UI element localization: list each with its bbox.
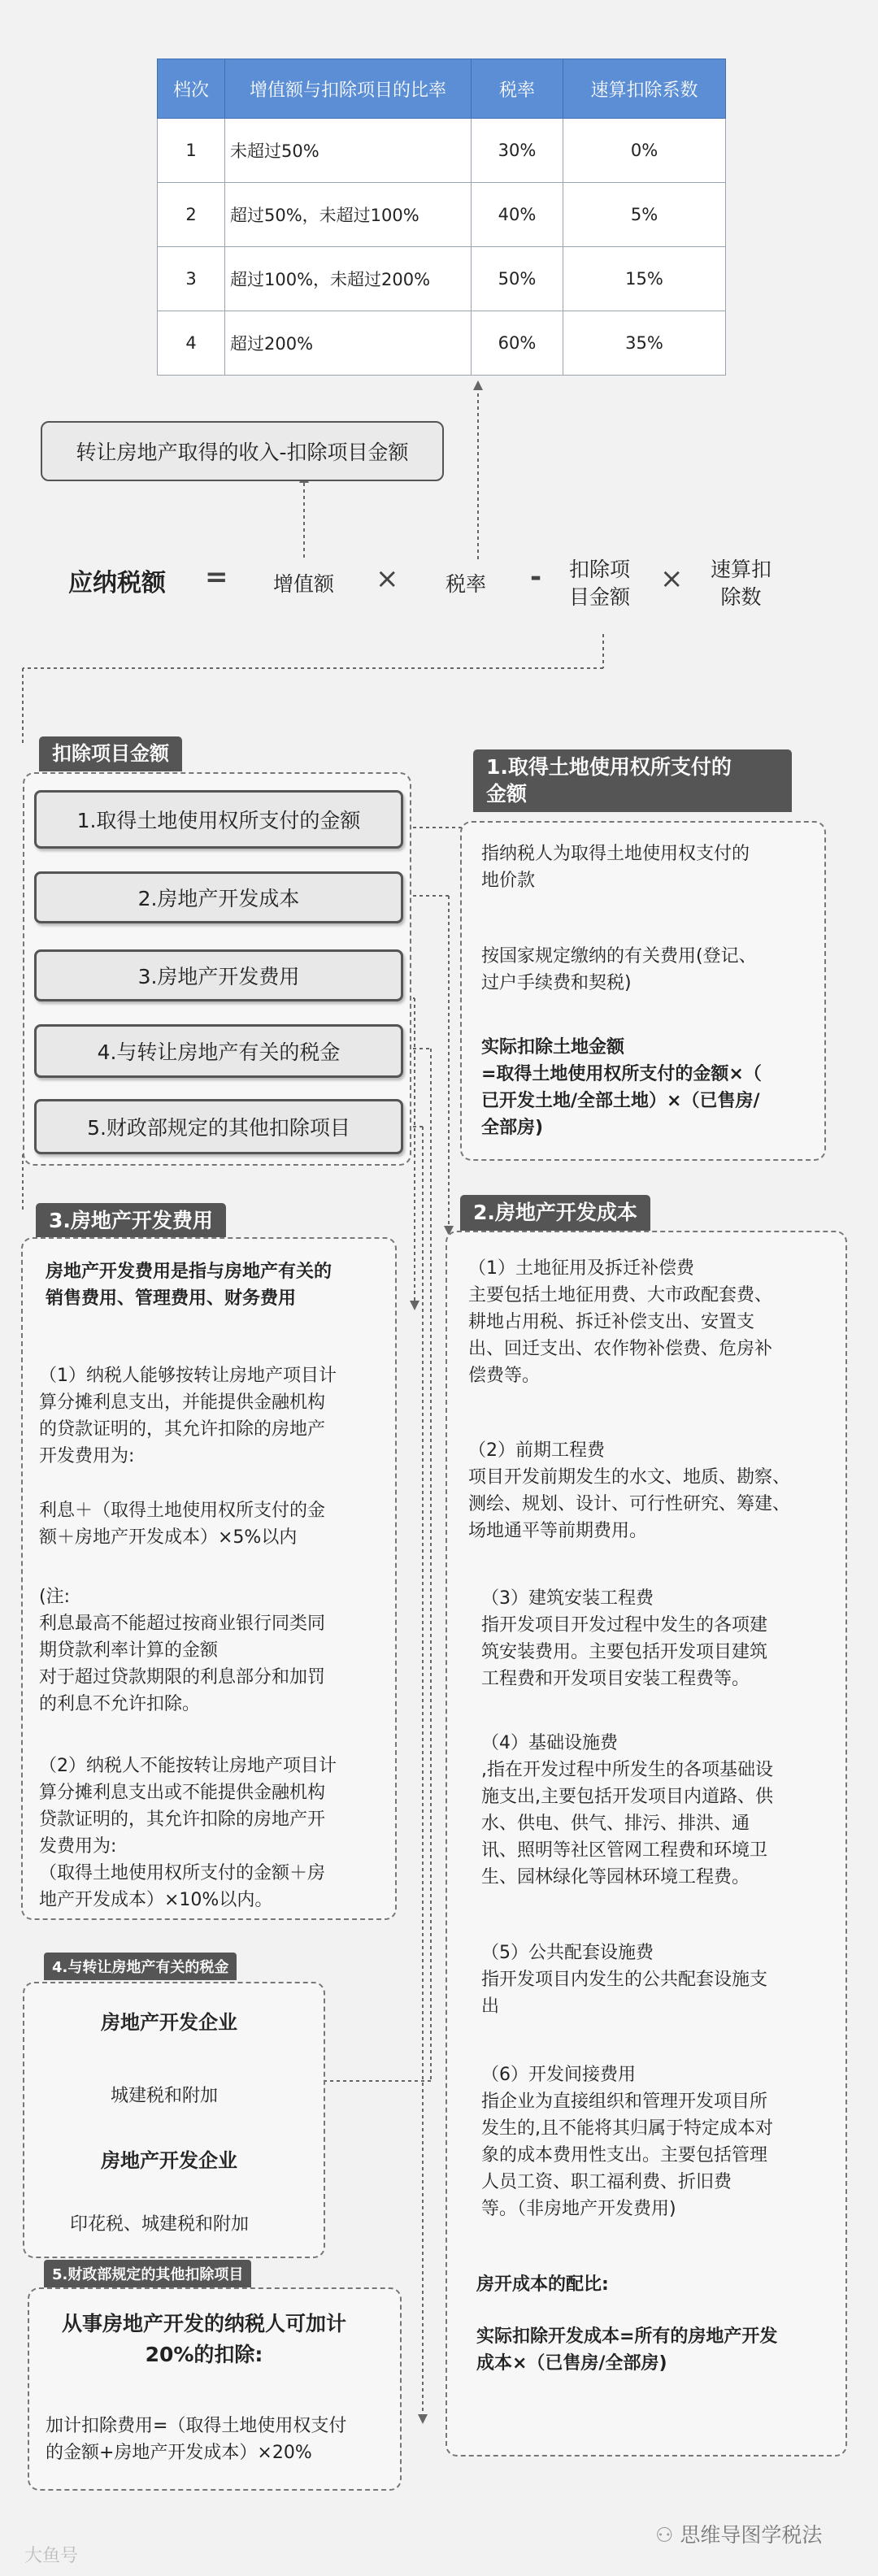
p3-line: 对于超过贷款期限的利息部分和加罚: [39, 1667, 326, 1688]
table-cell: 5%: [563, 183, 726, 247]
formula-term-quick-line1: 速算扣: [711, 558, 772, 581]
formula-term-deduction-line2: 目金额: [569, 584, 631, 609]
p2-line: 额＋房地产开发成本）×5%以内: [39, 1527, 298, 1548]
deduction-item-dev-fee: 3.房地产开发费用: [34, 949, 403, 1001]
table-cell: 1: [158, 119, 225, 183]
s5-line: 指开发项目内发生的公共配套设施支: [481, 1970, 768, 1990]
formula-minus: -: [530, 561, 542, 593]
table-row: [158, 119, 726, 183]
table-cell: 0%: [563, 119, 726, 183]
dev-fee-head: [46, 1258, 332, 1312]
dev-fee-head-line2: 销售费用、管理费用、财务费用: [46, 1288, 297, 1309]
table-cell: 15%: [563, 247, 726, 311]
table-header: 速算扣除系数: [563, 59, 726, 119]
table-cell: 50%: [472, 247, 563, 311]
table-cell: 30%: [472, 119, 563, 183]
footer-right-watermark: [655, 2520, 822, 2551]
dev-cost-ratio-title: 房开成本的配比:: [476, 2274, 609, 2295]
formula-lhs: 应纳税额: [68, 569, 166, 597]
table-row: [158, 311, 726, 376]
tax-rate-table: [157, 59, 726, 376]
land-tag-line1: 1.取得土地使用权所支付的: [486, 755, 732, 779]
table-cell: 2: [158, 183, 225, 247]
land-p3-line1: 实际扣除土地金额: [481, 1037, 625, 1058]
table-cell: 60%: [472, 311, 563, 376]
table-cell: 3: [158, 247, 225, 311]
p4-line: （2）纳税人不能按转让房地产项目计: [39, 1756, 337, 1776]
ratio-line1: 实际扣除开发成本=所有的房地产开发: [476, 2326, 778, 2347]
formula-times-1: ×: [376, 563, 399, 595]
s5-line: （5）公共配套设施费: [481, 1943, 654, 1963]
dev-fee-p1: [39, 1362, 337, 1470]
land-p3-line2: =取得土地使用权所支付的金额×（: [481, 1064, 762, 1084]
formula-times-2: ×: [660, 563, 684, 595]
dev-cost-ratio-formula: [476, 2323, 777, 2377]
land-p1-line2: 地价款: [481, 871, 536, 891]
p1-line: 开发费用为:: [39, 1446, 135, 1466]
land-p2-line2: 过户手续费和契税): [481, 973, 632, 993]
s1-line: 偿费等。: [468, 1366, 541, 1386]
s1-line: 主要包括土地征用费、大市政配套费、: [468, 1285, 773, 1305]
tax-company-b: 房地产开发企业: [101, 2149, 237, 2172]
other-line1: 加计扣除费用=（取得土地使用权支付: [46, 2416, 347, 2436]
deduction-item-tax: 4.与转让房地产有关的税金: [34, 1024, 403, 1078]
dev-fee-head-line1: 房地产开发费用是指与房地产有关的: [46, 1262, 333, 1282]
table-cell: 超过100%，未超过200%: [225, 247, 472, 311]
formula-note-text: 转让房地产取得的收入-扣除项目金额: [76, 441, 409, 464]
tax-company-b-value: 印花税、城建税和附加: [70, 2214, 250, 2235]
dev-cost-s5: [481, 1940, 767, 2020]
s6-line: 指企业为直接组织和管理开发项目所: [481, 2092, 768, 2112]
dev-cost-s3: [481, 1585, 767, 1692]
dev-cost-s4: [481, 1730, 773, 1891]
s4-line: 讯、照明等社区管网工程费和环境卫: [481, 1840, 768, 1861]
p3-line: 期贷款利率计算的金额: [39, 1640, 219, 1661]
tax-tag: 4.与转让房地产有关的税金: [44, 1953, 237, 1980]
p4-line: 地产开发成本）×10%以内。: [39, 1890, 273, 1910]
s4-line: 生、园林绿化等园林环境工程费。: [481, 1867, 750, 1887]
table-row: [158, 247, 726, 311]
s4-line: 水、供电、供气、排污、排洪、通: [481, 1814, 750, 1834]
formula-note-box: [41, 421, 444, 481]
s4-line: 施支出,主要包括开发项目内道路、供: [481, 1787, 773, 1807]
s3-line: （3）建筑安装工程费: [481, 1588, 654, 1609]
dev-cost-s1: [468, 1255, 772, 1389]
other-line2: 的金额+房地产开发成本）×20%: [46, 2443, 312, 2463]
s2-line: 场地通平等前期费用。: [468, 1521, 648, 1541]
s3-line: 指开发项目开发过程中发生的各项建: [481, 1615, 768, 1636]
dev-fee-tag: 3.房地产开发费用: [36, 1203, 226, 1240]
ratio-line2: 成本×（已售房/全部房): [476, 2353, 667, 2374]
dev-fee-p3: [39, 1583, 325, 1718]
dev-fee-p2: [39, 1497, 325, 1551]
s2-line: 测绘、规划、设计、可行性研究、筹建、: [468, 1494, 791, 1514]
other-formula: [46, 2413, 346, 2466]
table-row: [158, 183, 726, 247]
dev-cost-tag: 2.房地产开发成本: [460, 1195, 650, 1232]
other-tag: 5.财政部规定的其他扣除项目: [44, 2260, 251, 2287]
p3-line: 的利息不允许扣除。: [39, 1694, 201, 1714]
p3-line: (注:: [39, 1587, 70, 1607]
footer-left-watermark: 大鱼号: [24, 2546, 79, 2566]
table-header: 档次: [158, 59, 225, 119]
deduction-item-other: 5.财政部规定的其他扣除项目: [34, 1099, 403, 1154]
p1-line: 算分摊利息支出，并能提供金融机构: [39, 1392, 326, 1413]
land-actual-deduction: [481, 1034, 762, 1141]
formula-term-rate: 税率: [446, 572, 487, 596]
dev-cost-s2: [468, 1437, 790, 1544]
s6-line: 人员工资、职工福利费、折旧费: [481, 2172, 732, 2192]
deduction-item-dev-cost: 2.房地产开发成本: [34, 871, 403, 923]
p4-line: 贷款证明的，其允许扣除的房地产开: [39, 1809, 326, 1830]
footer-right-text: 思维导图学税法: [680, 2523, 823, 2547]
formula-term-quick-line2: 除数: [720, 584, 762, 609]
tax-company-a-value: 城建税和附加: [111, 2086, 219, 2106]
deduction-item-land: 1.取得土地使用权所支付的金额: [34, 790, 403, 849]
s6-line: 发生的,且不能将其归属于特定成本对: [481, 2118, 773, 2139]
p3-line: 利息最高不能超过按商业银行同类同: [39, 1614, 326, 1634]
wechat-icon: ⚇: [655, 2523, 680, 2547]
p1-line: （1）纳税人能够按转让房地产项目计: [39, 1366, 337, 1386]
s1-line: 耕地占用税、拆迁补偿支出、安置支: [468, 1312, 755, 1332]
formula-equals: =: [205, 561, 228, 593]
land-price-text: [481, 841, 750, 894]
deductions-tag: 扣除项目金额: [39, 736, 182, 771]
table-cell: 40%: [472, 183, 563, 247]
p2-line: 利息＋（取得土地使用权所支付的金: [39, 1501, 326, 1521]
land-p2-line1: 按国家规定缴纳的有关费用(登记、: [481, 946, 757, 967]
p4-line: （取得土地使用权所支付的金额＋房: [39, 1863, 326, 1883]
other-head-line2: 20%的扣除:: [145, 2342, 263, 2366]
s6-line: 等。（非房地产开发费用): [481, 2199, 676, 2219]
s4-line: （4）基础设施费: [481, 1733, 618, 1753]
land-fees-text: [481, 943, 757, 997]
s4-line: ,指在开发过程中所发生的各项基础设: [481, 1760, 773, 1780]
formula-term-quick-deduction: [711, 556, 772, 611]
s1-line: （1）土地征用及拆迁补偿费: [468, 1258, 694, 1279]
p1-line: 的贷款证明的，其允许扣除的房地产: [39, 1419, 326, 1440]
table-cell: 超过50%，未超过100%: [225, 183, 472, 247]
table-cell: 35%: [563, 311, 726, 376]
s6-line: 象的成本费用性支出。主要包括管理: [481, 2145, 768, 2165]
s1-line: 出、回迁支出、农作物补偿费、危房补: [468, 1339, 773, 1359]
s3-line: 筑安装费用。主要包括开发项目建筑: [481, 1642, 768, 1662]
land-p1-line1: 指纳税人为取得土地使用权支付的: [481, 844, 750, 864]
s6-line: （6）开发间接费用: [481, 2065, 636, 2085]
table-header: 税率: [472, 59, 563, 119]
formula-term-deduction: [569, 556, 630, 611]
other-head-line1: 从事房地产开发的纳税人可加计: [62, 2312, 347, 2335]
formula-term-added-value: 增值额: [273, 572, 335, 596]
land-tag-line2: 金额: [486, 781, 528, 806]
dev-fee-p4: [39, 1753, 337, 1914]
formula-term-deduction-line1: 扣除项: [569, 558, 631, 581]
tax-company-a: 房地产开发企业: [101, 2011, 237, 2034]
land-tag: [473, 749, 792, 812]
s5-line: 出: [481, 1996, 500, 2017]
s3-line: 工程费和开发项目安装工程费等。: [481, 1669, 750, 1689]
dev-cost-s6: [481, 2061, 773, 2222]
table-cell: 未超过50%: [225, 119, 472, 183]
s2-line: （2）前期工程费: [468, 1440, 605, 1461]
table-cell: 4: [158, 311, 225, 376]
p4-line: 发费用为:: [39, 1836, 117, 1857]
p4-line: 算分摊利息支出或不能提供金融机构: [39, 1783, 326, 1803]
land-p3-line3: 已开发土地/全部土地）×（已售房/: [481, 1091, 760, 1111]
land-p3-line4: 全部房): [481, 1118, 544, 1138]
other-head: [62, 2309, 346, 2370]
table-cell: 超过200%: [225, 311, 472, 376]
table-header: 增值额与扣除项目的比率: [225, 59, 472, 119]
s2-line: 项目开发前期发生的水文、地质、勘察、: [468, 1467, 791, 1488]
